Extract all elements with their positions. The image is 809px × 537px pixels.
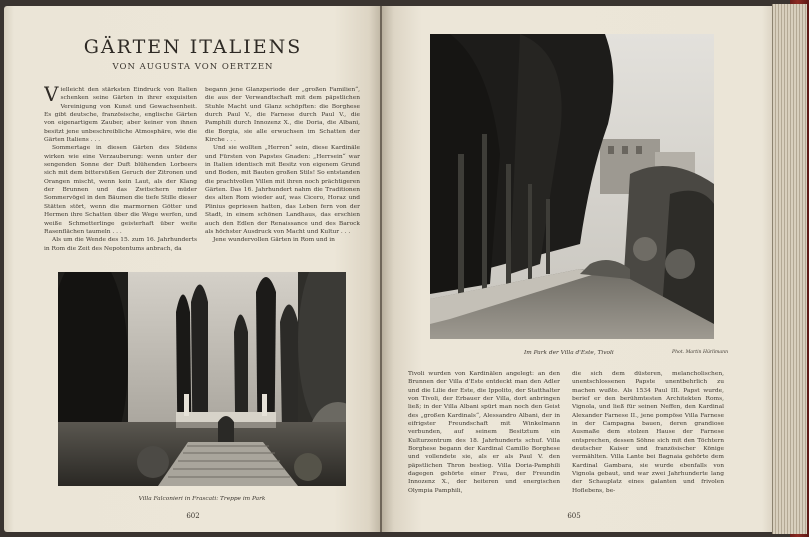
paragraph: Tivoli wurden von Kardinälen angelegt: an den Brunnen der Villa d'Este entdeckt man den Adler und die Lilie der Este, die Ippolito, der Statthalter von Tivoli, der Erbauer der Villa, dort anbringen ließ; in der Villa Albani spürt man noch den Geist des „großen Kardinals“, Alessandro Albani, der in eifrigster Freundschaft mit Winkelmann verbunden, auf seinem Besitztum ein Kulturzentrum des 18. Jahrhunderts schuf. Villa Borghese begann der Kardinal Camillo Borghese und vollendete sie, als er als Paul V. den päpstlichen Thron bestieg. Villa Doria-Pamphili dagegen gehörte einer Frau, der Freundin Innozenz X., der heiteren und energischen Olympia Pamphili,	[408, 371, 560, 494]
left-page	[4, 6, 382, 532]
paragraph: Und sie wollten „Herren“ sein, diese Kardinäle und Fürsten von Papstes Gnaden: „Herrsein“ war in Italien identisch mit Besitz von eigenem Grund und Boden, mit Bauten großen Stils! So entstanden die prachtvollen Villen mit ihren noch prächtigeren Gärten. Das 16. Jahrhundert nahm die Traditionen des alten Rom wieder auf, was Cicero, Horaz und Plinius gepriesen hatten, das Leben fern von der Stadt, in einem schönen Landhaus, das erschien auch den Edlen der Renaissance und des Barock als höchster Ausdruck von Macht und Kultur . . .	[205, 145, 360, 235]
article-byline: VON AUGUSTA VON OERTZEN	[112, 62, 274, 72]
page-edges	[772, 4, 807, 534]
cypress-path-image	[430, 34, 714, 339]
paragraph: die sich dem düsteren, melancholischen, unentschlossenen Papste unentbehrlich zu machen wußte. Als 1534 Paul III. Papst wurde, berief er den berühmtesten Architekten Roms, Vignola, und ließ für seinen Neffen, den Kardinal Alexander Farnese II., jene pompöse Villa Farnese in der Campagna bauen, deren grandiose Ausmaße dem stolzen Hause der Farnese entsprechen, dessen Söhne sich mit den Töchtern deutscher Kaiser und französischer Könige vermählten. Villa Lante bei Bagnaia gehörte dem Kardinal Gambara, sie wurde ebenfalls von Vignola gebaut, und war zwei Jahrhunderte lang der Schauplatz eines galanten und frivolen Hoflebens, be-	[572, 371, 724, 494]
left-text-column-2	[205, 86, 360, 262]
villa-deste-photo	[430, 34, 714, 339]
photo-caption: Im Park der Villa d'Este, Tivoli	[524, 350, 614, 356]
paragraph: Jene wundervollen Gärten in Rom und in	[213, 237, 335, 244]
page-number: 602	[186, 512, 200, 520]
villa-falconieri-photo	[58, 272, 346, 486]
drop-cap: V	[44, 86, 59, 106]
photo-caption: Villa Falconieri in Frascati: Treppe im Park	[138, 496, 266, 502]
paragraph: Als um die Wende des 15. zum 16. Jahrhunderts in Rom die Zeit des Nepotentums anbrach, da	[44, 237, 197, 252]
page-number: 605	[567, 512, 581, 520]
right-text-column-2	[572, 370, 724, 504]
left-text-column-1	[44, 86, 197, 262]
right-page	[382, 6, 772, 532]
paragraph: Sommertage in diesen Gärten des Südens wirken wie eine Verzauberung: wenn unter der sengenden Sonne der Duft blühenden Lorbeers sich mit dem bittersüßen Geruch der Zitronen und Orangen mischt, wenn kein Laut, als der Klang der Brunnen und das Zwitschern müder Sommervögel in den Bäumen die tiefe Stille dieser Stätten stört, wenn die marmornen Götter und Hermen ihre Schatten über die Wege werfen, und weiße Schmetterlinge geisterhaft über weite Rasenflächen taumeln . . .	[44, 145, 197, 235]
garden-stairs-image	[58, 272, 346, 486]
right-text-column-1	[408, 370, 560, 504]
paragraph: ielleicht den stärksten Eindruck von Italien schenken seine Gärten in ihrer exquisiten Vereinigung von Kunst und Gewachsenheit. Es gibt deutsche, französische, englische Gärten von eigenartigem Zauber, aber keiner von ihnen besitzt jene unbeschreibliche Atmosphäre, wie die Gärten Italiens . . .	[44, 87, 197, 144]
photo-credit: Phot. Martin Hürlimann	[672, 350, 729, 355]
article-title: GÄRTEN ITALIENS	[83, 36, 303, 58]
paragraph: begann jene Glanzperiode der „großen Familien“, die aus der Verwandtschaft mit dem päpstlichen Stuhle Macht und Glanz schöpften: die Borghese durch Paul V., die Farnese durch Paul V., die Pamphili durch Innozenz X., die Doria, die Albani, die Borgia, sie alle erwuchsen im Schatten der Kirche . . .	[205, 87, 360, 144]
